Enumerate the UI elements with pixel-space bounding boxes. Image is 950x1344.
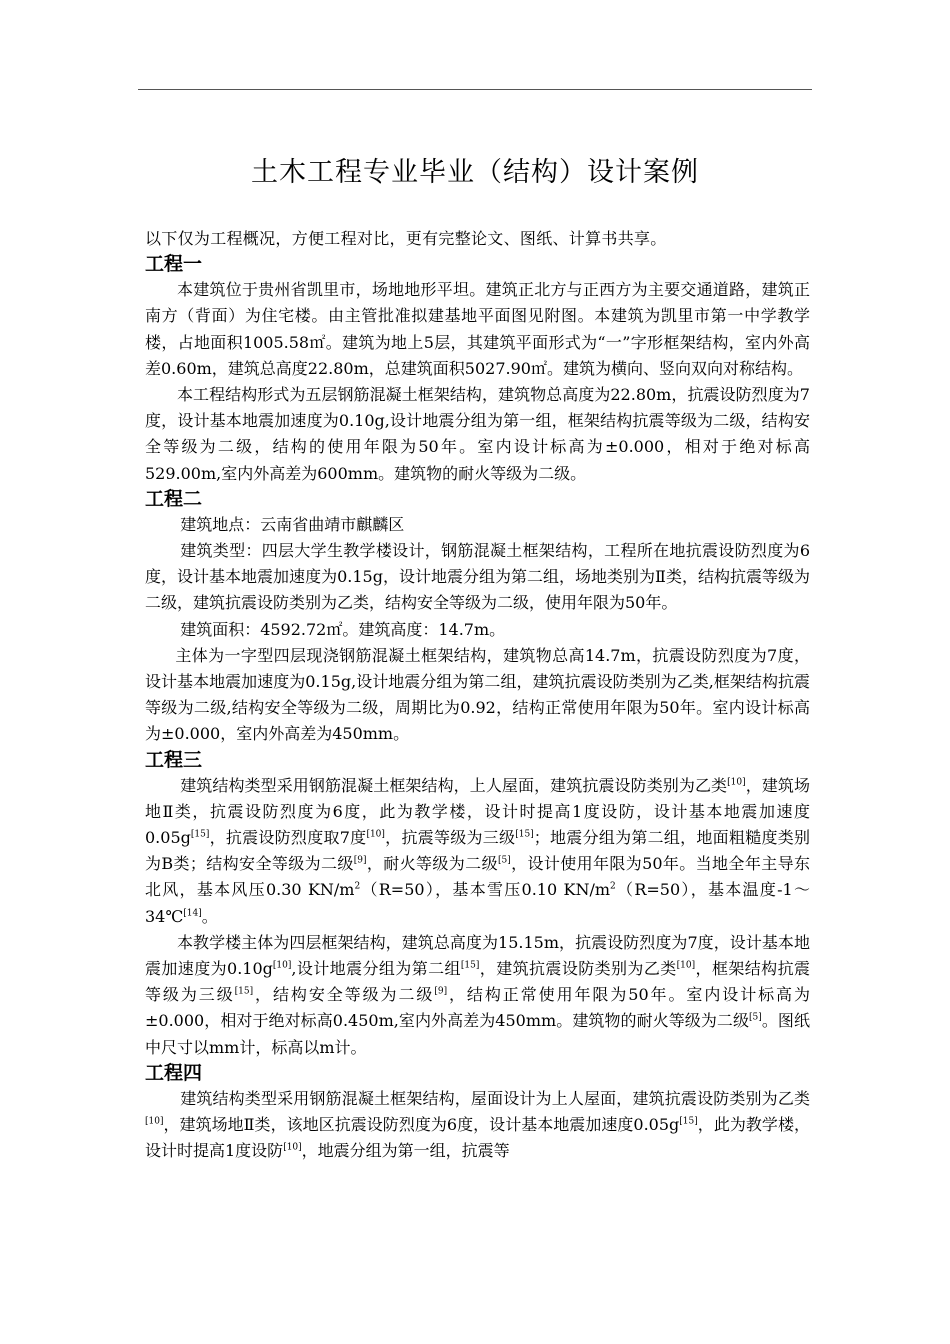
citation: [10] [676,960,696,971]
section-heading-4: 工程四 [145,1061,203,1084]
section-4-paragraph-1: 建筑结构类型采用钢筋混凝土框架结构，屋面设计为上人屋面，建筑抗震设防类别为乙类[10]，建筑场地Ⅱ类，该地区抗震设防烈度为6度，设计基本地震加速度0.05g[15]，此为教学楼，设计时提高1度设防[10]，地震分组为第一组，抗震等 [145,1088,810,1161]
citation: [10] [272,960,292,971]
citation: [10] [366,829,385,840]
section-2-paragraph-1: 建筑地点：云南省曲靖市麒麟区 [180,514,405,534]
section-2-paragraph-2: 建筑类型：四层大学生教学楼设计，钢筋混凝土框架结构，工程所在地抗震设防烈度为6度，设计基本地震加速度为0.15g，设计地震分组为第二组，场地类别为Ⅱ类，结构抗震等级为二级，建筑抗震设防类别为乙类，结构安全等级为二级，使用年限为50年。 [145,541,810,613]
citation: [15] [234,986,254,997]
intro-text: 以下仅为工程概况，方便工程对比，更有完整论文、图纸、计算书共享。 [145,229,667,248]
citation: [5] [497,855,511,866]
section-2-paragraph-4: 主体为一字型四层现浇钢筋混凝土框架结构，建筑物总高14.7m，抗震设防烈度为7度，设计基本地震加速度为0.15g,设计地震分组为第二组，建筑抗震设防类别为乙类,框架结构抗震等级为二级,结构安全等级为二级，周期比为0.92，结构正常使用年限为50年。室内设计标高为±0.000，室内外高差为450mm。 [145,645,810,744]
section-1-paragraph-1: 本建筑位于贵州省凯里市，场地地形平坦。建筑正北方与正西方为主要交通道路，建筑正南方（背面）为住宅楼。由主管批准拟建基地平面图见附图。本建筑为凯里市第一中学教学楼，占地面积1005.58㎡。建筑为地上5层，其建筑平面形式为“一”字形框架结构，室内外高差0.60m，建筑总高度22.80m，总建筑面积5027.90㎡。建筑为横向、竖向双向对称结构。 [145,280,810,378]
citation: [15] [190,829,210,840]
section-2-paragraph-3: 建筑面积：4592.72㎡。建筑高度：14.7m。 [180,619,506,639]
citation: [10] [283,1142,302,1153]
citation: [10] [727,777,746,788]
citation: [9] [434,986,448,997]
document-body [145,226,810,1165]
header-rule [138,89,812,90]
citation: [15] [460,960,480,971]
section-3-paragraph-1: 建筑结构类型采用钢筋混凝土框架结构，上人屋面，建筑抗震设防类别为乙类[10]，建筑场地Ⅱ类，抗震设防烈度为6度，此为教学楼，设计时提高1度设防，设计基本地震加速度0.05g[15]，抗震设防烈度取7度[10]，抗震等级为三级[15]；地震分组为第二组，地面粗糙度类别为B类；结构安全等级为二级[9]，耐火等级为二级[5]，设计使用年限为50年。当地全年主导东北风，基本风压0.30 $KN/m^2(R=50)$，基本雪压0.10 $KN/m^2(R=50)$，基本温度-1～ 34℃[14]。 [145,775,810,926]
citation: [5] [749,1013,762,1024]
citation: [14] [183,908,202,919]
document-title: 土木工程专业毕业（结构）设计案例 [251,157,699,189]
citation: [10] [145,1116,164,1127]
superscript: 2 [610,882,616,893]
section-1-paragraph-2: 本工程结构形式为五层钢筋混凝土框架结构，建筑物总高度为22.80m，抗震设防烈度为7度，设计基本地震加速度为0.10g,设计地震分组为第一组，框架结构抗震等级为二级，结构安全等级为二级，结构的使用年限为50年。室内设计标高为±0.000，相对于绝对标高529.00m,室内外高差为600mm。建筑物的耐火等级为二级。 [145,385,810,483]
section-heading-2: 工程二 [145,487,203,510]
section-heading-3: 工程三 [145,748,203,771]
section-3-paragraph-2: 本教学楼主体为四层框架结构，建筑总高度为15.15m，抗震设防烈度为7度，设计基本地震加速度为0.10g[10],设计地震分组为第二组[15]，建筑抗震设防类别为乙类[10]，框架结构抗震等级为三级[15]，结构安全等级为二级[9]，结构正常使用年限为50年。室内设计标高为±0.000，相对于绝对标高0.450m,室内外高差为450mm。建筑物的耐火等级为二级[5]。图纸中尺寸以mm计，标高以m计。 [145,932,810,1057]
section-heading-1: 工程一 [145,253,203,276]
citation: [15] [679,1116,698,1127]
citation: [15] [515,829,534,840]
citation: [9] [353,855,367,866]
superscript: 2 [354,882,361,893]
